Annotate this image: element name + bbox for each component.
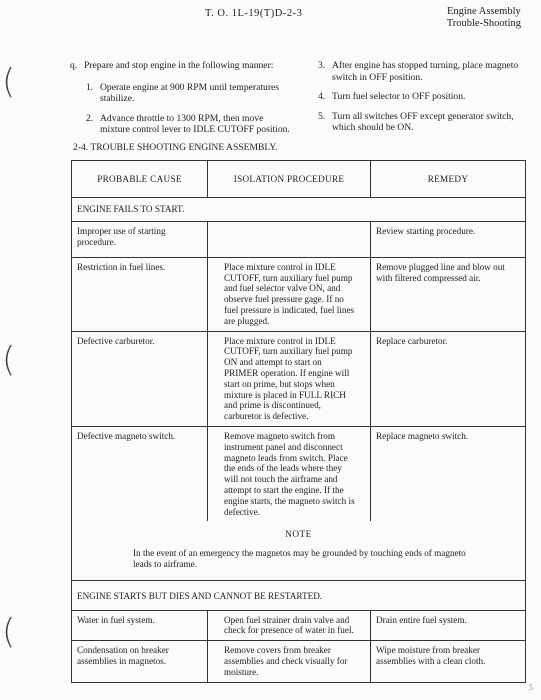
cell-remedy: Replace carburetor. [371, 331, 526, 426]
steps-right-column [318, 60, 523, 142]
cell-procedure: Place mixture control in IDLE CUTOFF, turn auxiliary fuel pump ON and attempt to start on PRIMER operation. If engine will start on prime, but stops when mixture is placed in FULL RICH and prime is discontinued, carburetor is defective. [208, 331, 371, 426]
table-row [72, 331, 526, 426]
page-mark: 5 [529, 683, 533, 692]
binder-hole-top: ( [2, 62, 16, 102]
cell-cause: Restriction in fuel lines. [72, 257, 208, 331]
cell-remedy: Drain entire fuel system. [371, 610, 526, 641]
cell-cause: Defective carburetor. [72, 331, 208, 426]
step-q [70, 60, 293, 72]
group-title-row [72, 198, 526, 222]
cell-procedure: Remove covers from breaker assemblies and check visually for moisture. [208, 641, 371, 682]
header-doc-number: T. O. 1L-19(T)D-2-3 [205, 8, 303, 19]
cell-cause: Defective magneto switch. [72, 426, 208, 521]
step-number: 1. [86, 81, 94, 93]
header-section [447, 6, 521, 30]
step-text: Advance throttle to 1300 RPM, then move mixture control lever to IDLE CUTOFF position. [100, 112, 290, 135]
binder-hole-middle: ( [2, 340, 16, 380]
cell-cause: Condensation on breaker assemblies in magnetos. [72, 641, 208, 682]
step-3 [318, 60, 523, 83]
step-text: Operate engine at 900 RPM until temperatures stabilize. [100, 81, 280, 104]
header-section-line1: Engine Assembly [446, 6, 521, 17]
step-5 [318, 111, 523, 134]
column-header-cause: PROBABLE CAUSE [72, 161, 208, 198]
header-section-line2: Trouble-Shooting [446, 18, 521, 29]
cell-remedy: Wipe moisture from breaker assemblies with a clean cloth. [371, 641, 526, 682]
cell-procedure: Place mixture control in IDLE CUTOFF, turn auxiliary fuel pump and fuel selector valve ON, and observe fuel pressure gage. If no fuel pressure is indicated, fuel lines are plugged. [208, 257, 371, 331]
step-number: 3. [318, 60, 326, 71]
binder-hole-bottom: ( [2, 612, 16, 652]
note-text: In the event of an emergency the magnetos may be grounded by touching ends of magneto leads to airframe. [133, 548, 466, 569]
cell-remedy: Replace magneto switch. [371, 426, 526, 521]
cell-cause: Improper use of starting procedure. [72, 221, 208, 257]
table-row [72, 641, 526, 682]
cell-procedure [208, 221, 371, 257]
step-2 [86, 113, 293, 136]
section-title: 2-4. TROUBLE SHOOTING ENGINE ASSEMBLY. [73, 142, 278, 153]
table-header-row [72, 161, 526, 198]
step-text: Turn fuel selector to OFF position. [332, 91, 466, 102]
step-4 [318, 91, 523, 103]
step-number: 4. [318, 91, 326, 102]
table-row [72, 610, 526, 641]
group-title-row [72, 580, 526, 610]
cell-procedure: Remove magneto switch from instrument panel and disconnect magneto leads from switch. Place the ends of the leads where they will not touch the airframe and attempt to start the engine. If the engine starts, the magneto switch is defective. [208, 426, 371, 521]
table-row [72, 257, 526, 331]
group-title: ENGINE FAILS TO START. [72, 198, 526, 222]
column-header-remedy: REMEDY [371, 161, 526, 198]
cell-remedy: Review starting procedure. [371, 221, 526, 257]
troubleshooting-table [71, 160, 526, 683]
step-text: Prepare and stop engine in the following manner: [84, 60, 274, 71]
cell-procedure: Open fuel strainer drain valve and check for presence of water in fuel. [208, 610, 371, 641]
step-letter: q. [70, 60, 78, 71]
cell-cause: Water in fuel system. [72, 610, 208, 641]
step-1 [86, 82, 293, 105]
cell-remedy: Remove plugged line and blow out with filtered compressed air. [371, 257, 526, 331]
note-heading: NOTE [285, 529, 312, 540]
table-row [72, 221, 526, 257]
note-row [72, 521, 526, 580]
step-text: Turn all switches OFF except generator switch, which should be ON. [332, 110, 514, 133]
steps-left-column [70, 60, 293, 144]
group-title: ENGINE STARTS BUT DIES AND CANNOT BE RESTARTED. [72, 580, 526, 610]
step-text: After engine has stopped turning, place magneto switch in OFF position. [332, 60, 519, 83]
step-number: 5. [318, 110, 326, 122]
step-number: 2. [86, 112, 94, 124]
note-cell [72, 521, 526, 580]
table-row [72, 426, 526, 521]
column-header-procedure: ISOLATION PROCEDURE [208, 161, 371, 198]
